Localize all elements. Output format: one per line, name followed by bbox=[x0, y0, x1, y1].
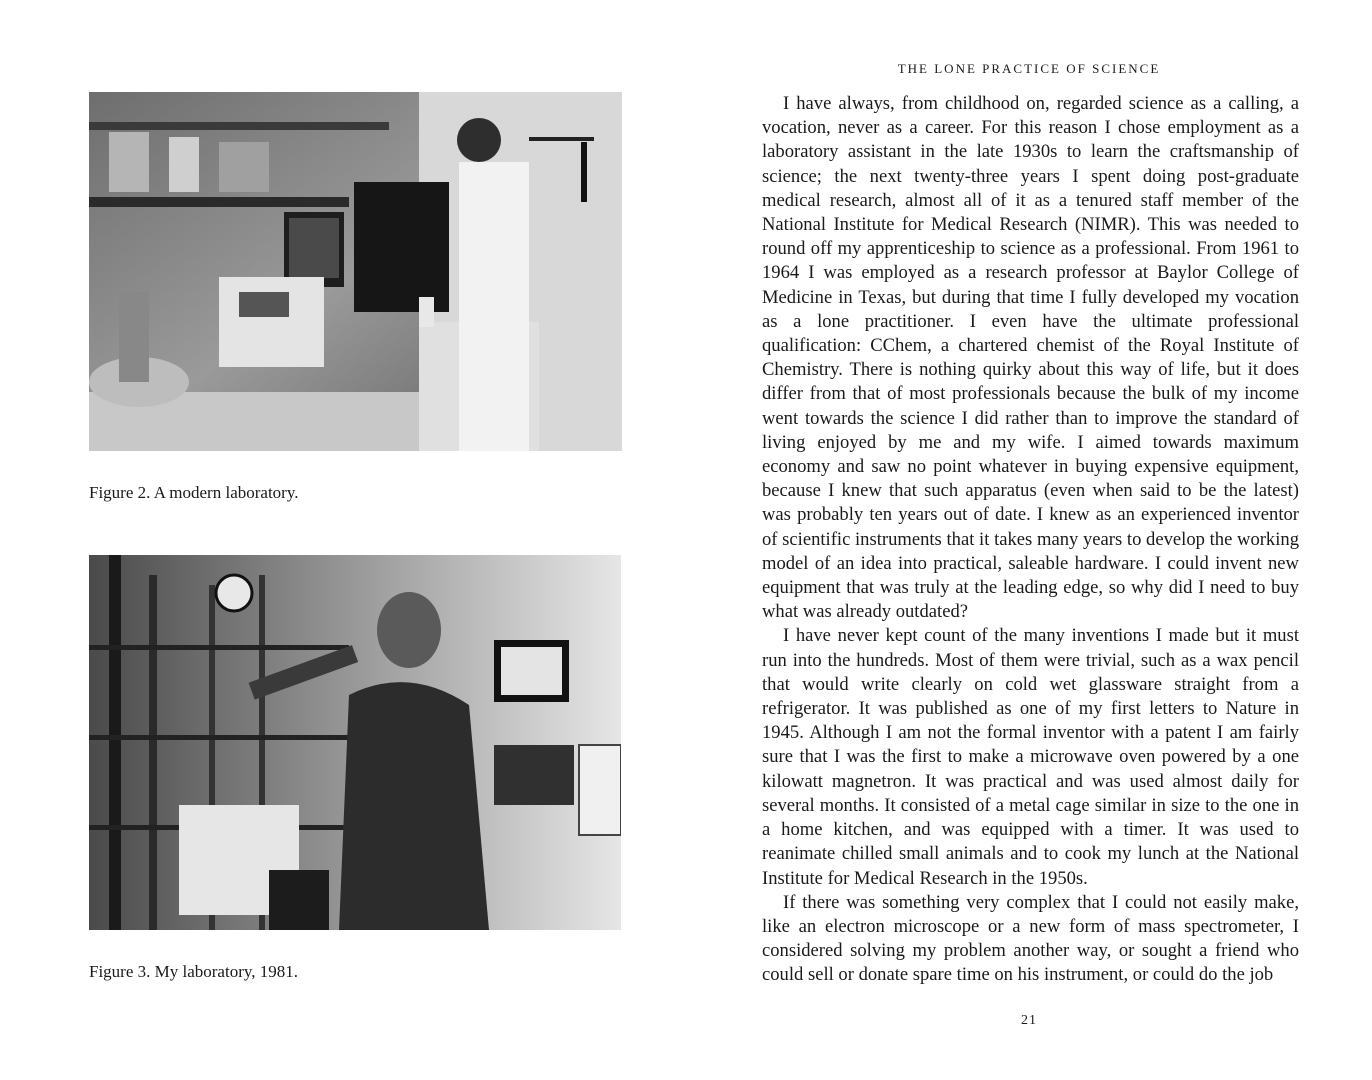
authors-laboratory-image bbox=[89, 555, 621, 930]
figure-2-caption: Figure 2. A modern laboratory. bbox=[89, 483, 299, 502]
paragraph-2: I have never kept count of the many inventions I made but it must run into the hundreds. Most of them were trivial, such as a wax pencil that would write clearly on cold wet glassware straight from a refrigerator. It was published as one of my first letters to Nature in 1945. Although I am not the formal inventor with a patent I am fairly sure that I was the first to make a microwave oven powered by a one kilowatt magnetron. It was practical and was used almost daily for several months. It consisted of a metal cage similar in size to the one in a home kitchen, and was equipped with a timer. It was used to reanimate chilled small animals and to cook my lunch at the National Institute for Medical Research in the 1950s. bbox=[762, 625, 1299, 889]
modern-laboratory-image bbox=[89, 92, 622, 451]
figure-3-caption: Figure 3. My laboratory, 1981. bbox=[89, 962, 299, 981]
body-text bbox=[762, 92, 1299, 988]
paragraph-1: I have always, from childhood on, regarded science as a calling, a vocation, never as a career. For this reason I chose employment as a laboratory assistant in the late 1930s to learn the craftsmanship of science; the next twenty-three years I spent doing post-graduate medical research, almost all of it as a tenured staff member of the National Institute for Medical Research (NIMR). This was needed to round off my apprenticeship to science as a professional. From 1961 to 1964 I was employed as a research professor at Baylor College of Medicine in Texas, but during that time I fully developed my vocation as a lone practitioner. I even have the ultimate professional qualification: CChem, a chartered chemist of the Royal Institute of Chemistry. There is nothing quirky about this way of life, but it does differ from that of most professionals because the bulk of my income went towards the science I did rather than to improve the standard of living enjoyed by me and my wife. I aimed towards maximum economy and saw no point whatever in buying expensive equipment, because I knew that such apparatus (even when said to be the latest) was probably ten years out of date. I knew as an experienced inventor of scientific instruments that it takes many years to develop the working model of an idea into practical, saleable hardware. I could invent new equipment that was truly at the leading edge, so why did I need to buy what was already outdated? bbox=[762, 93, 1299, 623]
page-number: 21 bbox=[1021, 1013, 1037, 1028]
paragraph-3: If there was something very complex that I could not easily make, like an electron microscope or a new form of mass spectrometer, I considered solving my problem another way, or sought a friend who could sell or donate spare time on his instrument, or could do the job bbox=[762, 891, 1299, 986]
figure-2-photo bbox=[89, 92, 622, 451]
figure-3-photo bbox=[89, 555, 621, 930]
right-page bbox=[686, 0, 1372, 1080]
running-head bbox=[686, 61, 1372, 77]
running-head-text: THE LONE PRACTICE OF SCIENCE bbox=[897, 61, 1161, 76]
